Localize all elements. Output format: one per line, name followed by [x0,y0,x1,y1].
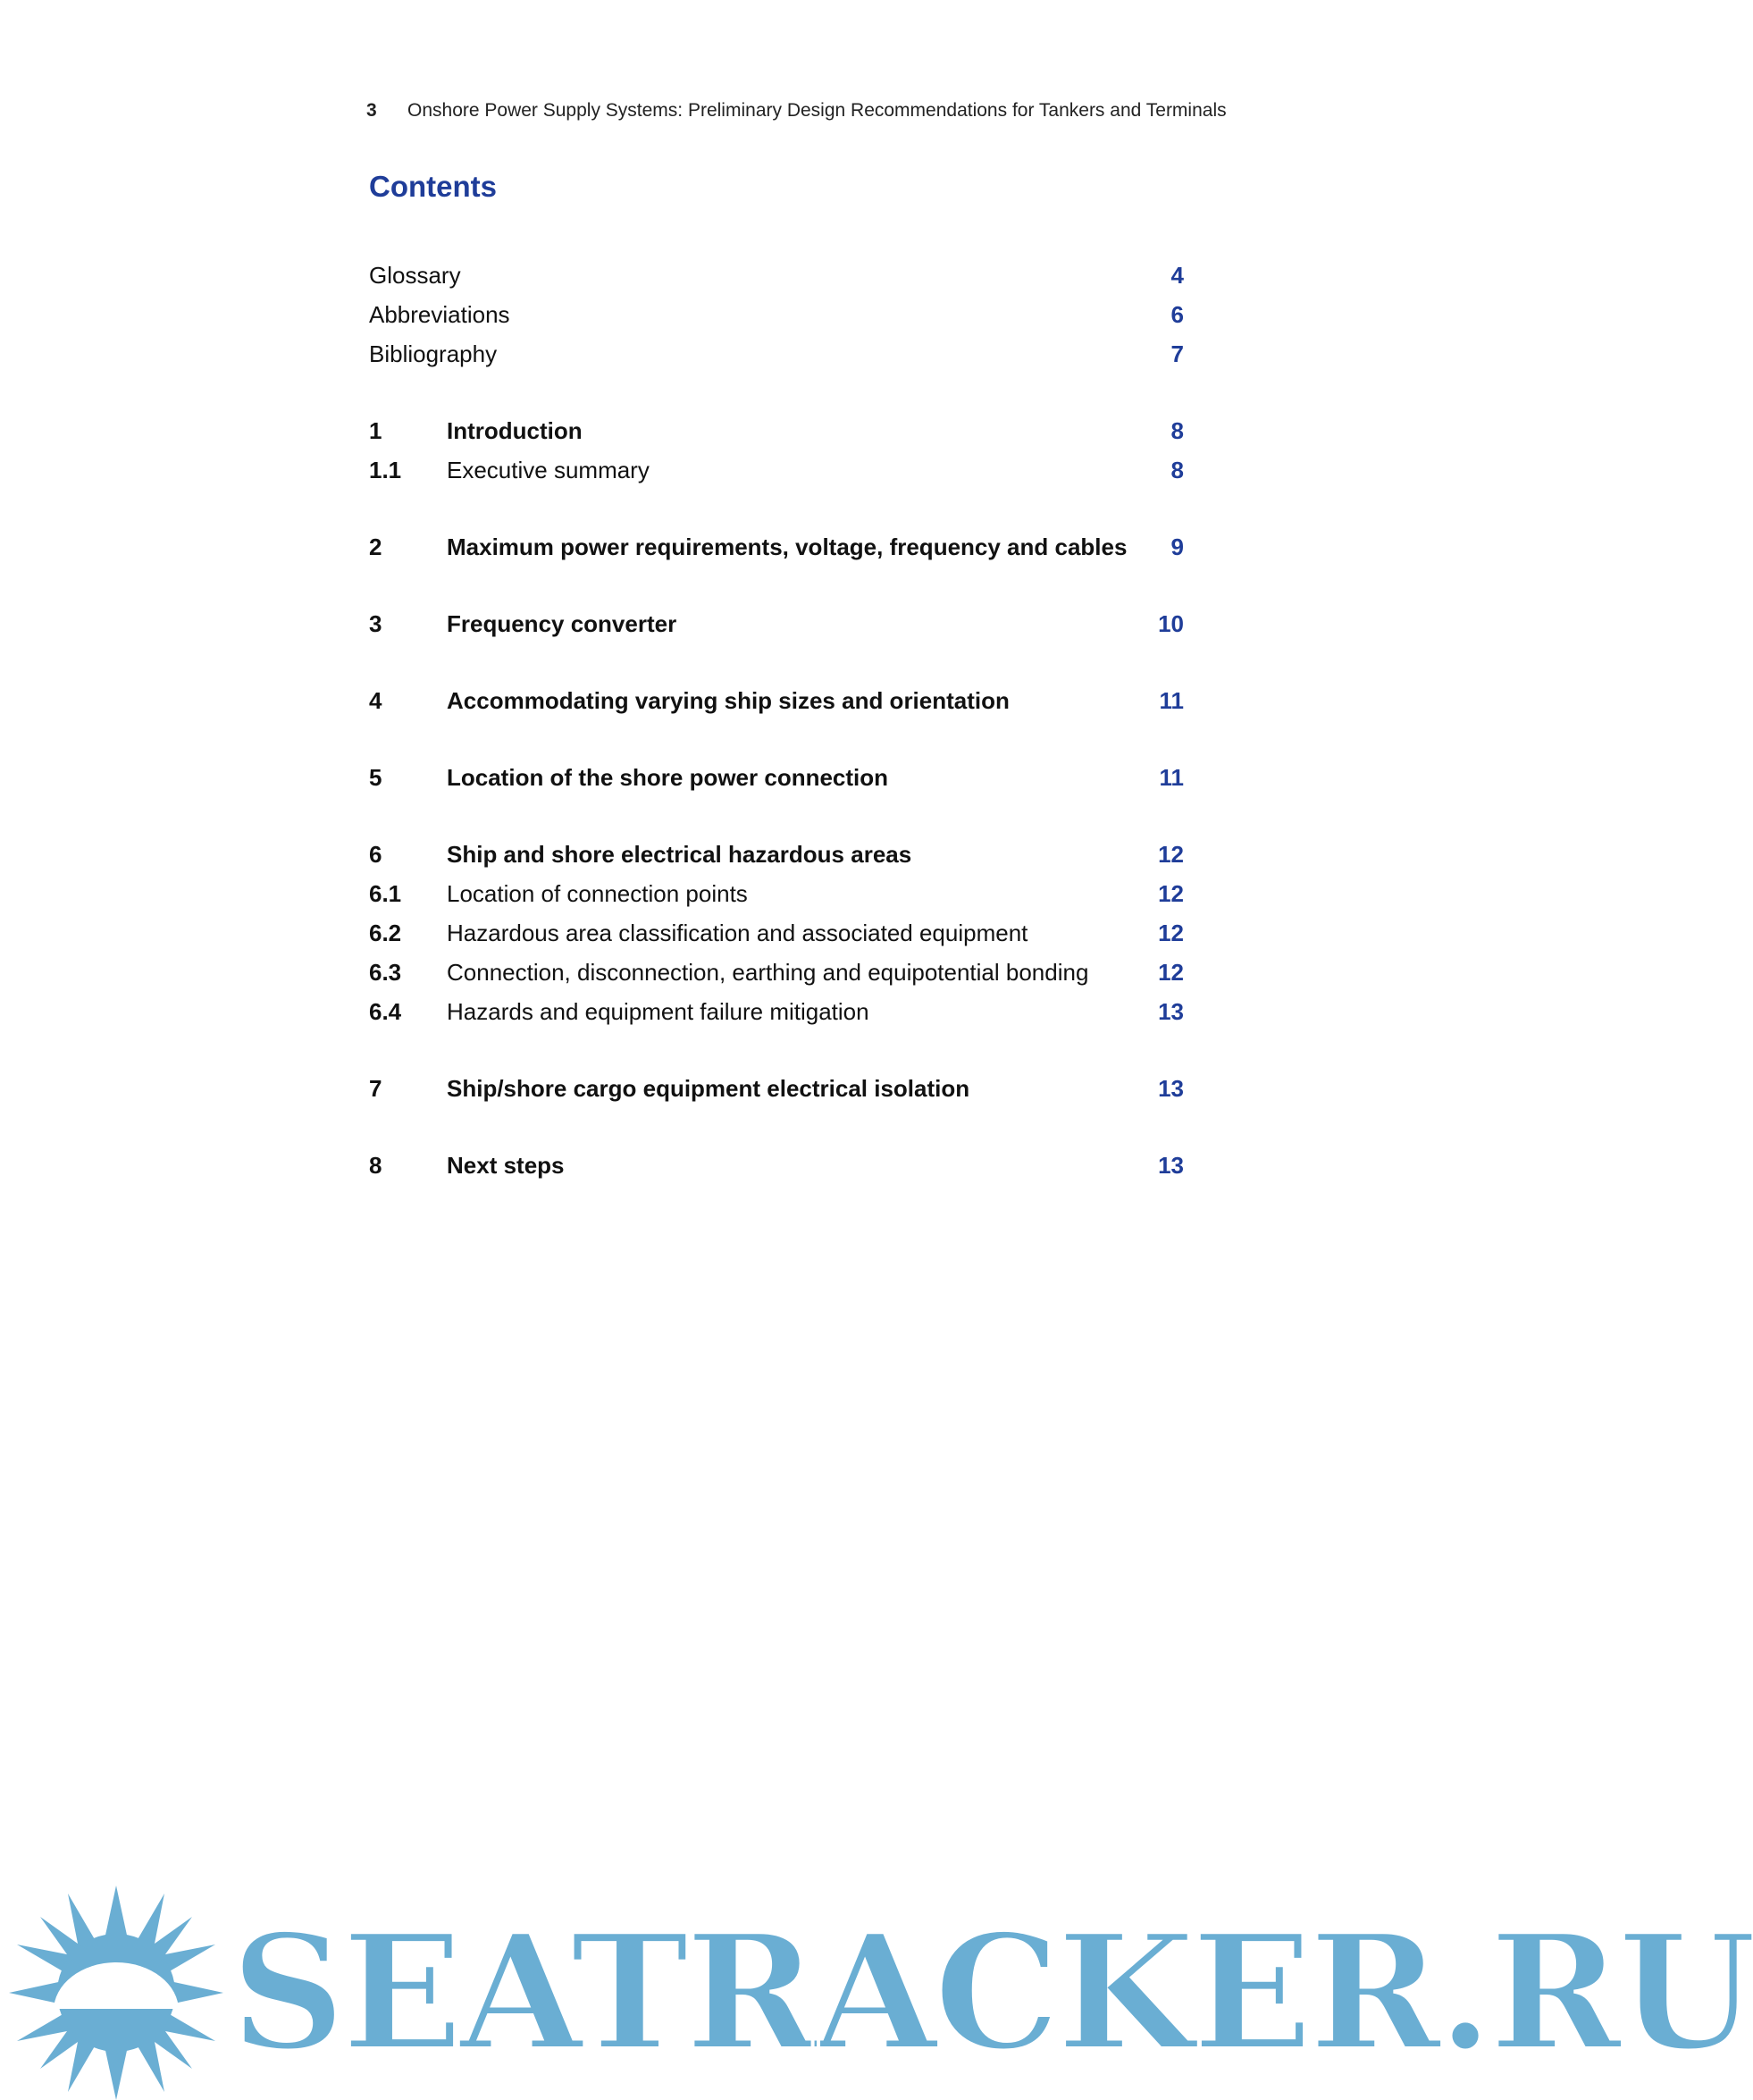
toc-entry-number: 1.1 [369,457,402,483]
toc-entry-1[interactable] [369,411,1184,450]
toc-entry-7[interactable] [369,1069,1184,1108]
toc-page-number: 13 [1158,1152,1184,1179]
toc-entry-title: Ship/shore cargo equipment electrical isolation [447,1075,970,1102]
toc-entry-number: 6.4 [369,998,402,1025]
toc-entry-title: Maximum power requirements, voltage, frequency and cables [447,533,1128,560]
toc-entry-title: Hazards and equipment failure mitigation [447,998,869,1025]
toc-entry-title: Next steps [447,1152,565,1179]
toc-entry-6[interactable] [369,835,1184,874]
toc-entry-6-1[interactable] [369,874,1184,913]
toc-entry-title: Hazardous area classification and associated equipment [447,920,1028,946]
sun-icon [9,1886,223,2100]
toc-page-number: 6 [1170,301,1184,328]
toc-entry-title: Location of connection points [447,880,748,907]
watermark-text: SEATRACKER.RU [231,1899,1753,2086]
toc-entry-6-4[interactable] [369,992,1184,1031]
watermark [0,1868,1753,2090]
table-of-contents [369,256,1184,1185]
toc-page-number: 4 [1170,262,1184,289]
toc-entry-4[interactable] [369,681,1184,720]
toc-entry-number: 6.1 [369,880,402,907]
toc-entry-title: Accommodating varying ship sizes and orientation [447,687,1010,714]
toc-entry-3[interactable] [369,604,1184,643]
toc-entry-number: 6 [369,841,382,868]
toc-entry-glossary[interactable] [369,256,1184,295]
toc-page-number: 8 [1170,417,1184,444]
toc-entry-title: Bibliography [369,340,498,367]
toc-entry-title: Ship and shore electrical hazardous areas [447,841,912,868]
toc-page-number: 8 [1170,457,1184,483]
toc-page-number: 10 [1158,610,1184,637]
toc-entry-title: Abbreviations [369,301,510,328]
toc-page-number: 7 [1170,340,1184,367]
toc-entry-number: 5 [369,764,382,791]
toc-entry-5[interactable] [369,758,1184,797]
toc-page-number: 12 [1158,959,1184,986]
toc-entry-6-3[interactable] [369,953,1184,992]
toc-page-number: 9 [1170,533,1184,560]
toc-entry-title: Frequency converter [447,610,677,637]
toc-page-number: 13 [1158,998,1184,1025]
running-title: Onshore Power Supply Systems: Preliminary Design Recommendations for Tankers and Terminals [407,100,1227,121]
toc-page-number: 13 [1158,1075,1184,1102]
toc-entry-2[interactable] [369,527,1184,567]
toc-entry-number: 8 [369,1152,382,1179]
toc-entry-title: Introduction [447,417,583,444]
toc-entry-8[interactable] [369,1146,1184,1185]
toc-page-number: 12 [1158,880,1184,907]
toc-entry-abbreviations[interactable] [369,295,1184,334]
toc-entry-number: 7 [369,1075,382,1102]
toc-entry-title: Location of the shore power connection [447,764,889,791]
toc-entry-bibliography[interactable] [369,334,1184,374]
running-header [366,100,1227,122]
toc-entry-title: Glossary [369,262,461,289]
toc-entry-number: 6.2 [369,920,402,946]
toc-entry-number: 1 [369,417,382,444]
page-number: 3 [366,100,377,121]
toc-page-number: 11 [1159,764,1184,791]
toc-entry-title: Connection, disconnection, earthing and equipotential bonding [447,959,1089,986]
contents-heading: Contents [369,170,497,203]
toc-page-number: 11 [1159,687,1184,714]
toc-entry-number: 2 [369,533,382,560]
toc-entry-number: 4 [369,687,382,714]
toc-entry-number: 6.3 [369,959,402,986]
toc-entry-6-2[interactable] [369,913,1184,953]
toc-entry-title: Executive summary [447,457,650,483]
toc-entry-1-1[interactable] [369,450,1184,490]
toc-page-number: 12 [1158,920,1184,946]
toc-entry-number: 3 [369,610,382,637]
toc-page-number: 12 [1158,841,1184,868]
